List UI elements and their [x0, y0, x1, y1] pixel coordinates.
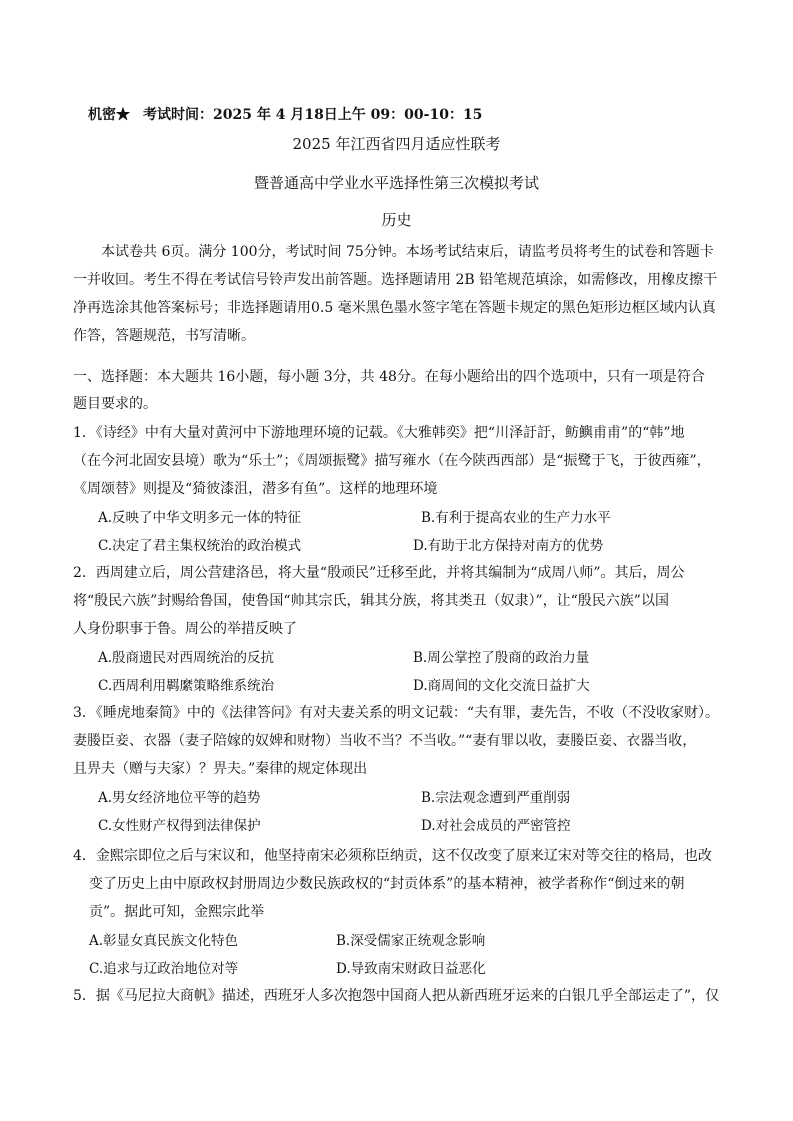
instructions-line: 净再选涂其他答案标号；非选择题请用0.5 毫米黑色墨水签字笔在答题卡规定的黑色矩形边框区域内认真	[73, 300, 716, 316]
question-1-option-d[interactable]: D.有助于北方保持对南方的优势	[413, 538, 604, 554]
question-2-option-d[interactable]: D.商周间的文化交流日益扩大	[413, 678, 590, 694]
question-3-option-b[interactable]: B.宗法观念遭到严重削弱	[421, 790, 571, 806]
question-1-text: （在今河北固安县境）歌为“乐土”；《周颂振鹭》描写雍水（在今陕西西部）是“振鹭于飞，于彼西雍”，	[73, 453, 711, 469]
question-3-option-a[interactable]: A.男女经济地位平等的趋势	[98, 790, 261, 806]
question-2-text: 人身份职事于鲁。周公的举措反映了	[73, 621, 297, 637]
question-1-option-c[interactable]: C.决定了君主集权统治的政治模式	[98, 538, 302, 554]
instructions-line: 本试卷共 6页。满分 100分，考试时间 75分钟。本场考试结束后，请监考员将考生的试卷和答题卡	[101, 244, 714, 260]
question-2-option-c[interactable]: C.西周利用羁縻策略维系统治	[98, 678, 275, 694]
question-1-option-b[interactable]: B.有利于提高农业的生产力水平	[421, 510, 611, 526]
exam-title-line1: 2025 年江西省四月适应性联考	[292, 135, 501, 153]
confidential-mark: 机密★	[88, 107, 130, 123]
question-3-text: 妻媵臣妾、衣器（妻子陪嫁的奴婢和财物）当收不当？不当收。”“妻有罪以收，妻媵臣妾、衣器当收，	[73, 733, 697, 749]
question-3-option-c[interactable]: C.女性财产权得到法律保护	[98, 818, 261, 834]
question-1-option-a[interactable]: A.反映了中华文明多元一体的特征	[98, 510, 302, 526]
question-4-text: 变了历史上由中原政权封册周边少数民族政权的“封贡体系”的基本精神，被学者称作“倒过来的朝	[89, 876, 685, 892]
question-4-option-a[interactable]: A.彰显女真民族文化特色	[89, 933, 239, 949]
question-2-text: 2．西周建立后，周公营建洛邑，将大量“殷顽民”迁移至此，并将其编制为“成周八师”。其后，周公	[73, 565, 685, 581]
question-4-option-d[interactable]: D.导致南宋财政日益恶化	[336, 961, 486, 977]
question-4-option-c[interactable]: C.追求与辽政治地位对等	[89, 961, 239, 977]
question-3-option-d[interactable]: D.对社会成员的严密管控	[421, 818, 571, 834]
subject-title: 历史	[381, 211, 412, 229]
question-3-text: 且畀夫（赠与夫家）？畀夫。”秦律的规定体现出	[73, 761, 368, 777]
question-4-text: 贡”。据此可知，金熙宗此举	[89, 904, 265, 920]
section-heading: 题目要求的。	[73, 396, 157, 412]
question-5-text: 5．据《马尼拉大商帆》描述，西班牙人多次抱怨中国商人把从新西班牙运来的白银几乎全部运走了”，仅	[73, 988, 720, 1004]
instructions-line: 作答，答题规范，书写清晰。	[73, 328, 255, 344]
question-1-text: 《周颂替》则提及“猗彼漆沮，潜多有鱼”。这样的地理环境	[73, 481, 438, 497]
question-2-text: 将“殷民六族”封赐给鲁国，使鲁国“帅其宗氏，辑其分族，将其类丑（奴隶）”，让“殷民六族”以国	[73, 593, 669, 609]
section-heading: 一、选择题：本大题共 16小题，每小题 3分，共 48分。在每小题给出的四个选项中，只有一项是符合	[73, 369, 705, 385]
question-2-option-b[interactable]: B.周公掌控了殷商的政治力量	[413, 650, 590, 666]
exam-title-line2: 暨普通高中学业水平选择性第三次模拟考试	[253, 174, 539, 192]
question-4-option-b[interactable]: B.深受儒家正统观念影响	[336, 933, 486, 949]
question-4-text: 4．金熙宗即位之后与宋议和，他坚持南宋必须称臣纳贡，这不仅改变了原来辽宋对等交往的格局，也改	[73, 848, 712, 864]
question-2-option-a[interactable]: A.殷商遗民对西周统治的反抗	[98, 650, 275, 666]
exam-time: 考试时间：2025 年 4 月18日上午 09：00-10：15	[143, 107, 483, 123]
question-3-text: 3．《睡虎地秦简》中的《法律答问》有对夫妻关系的明文记载：“夫有罪，妻先告，不收（不没收家财）。	[73, 705, 720, 721]
instructions-line: 一并收回。考生不得在考试信号铃声发出前答题。选择题请用 2B 铅笔规范填涂，如需修改，用橡皮擦干	[73, 272, 718, 288]
question-1-text: 1．《诗经》中有大量对黄河中下游地理环境的记载。《大雅韩奕》把“川泽訏訏，鲂鱮甫甫”的“韩”地	[73, 425, 685, 441]
